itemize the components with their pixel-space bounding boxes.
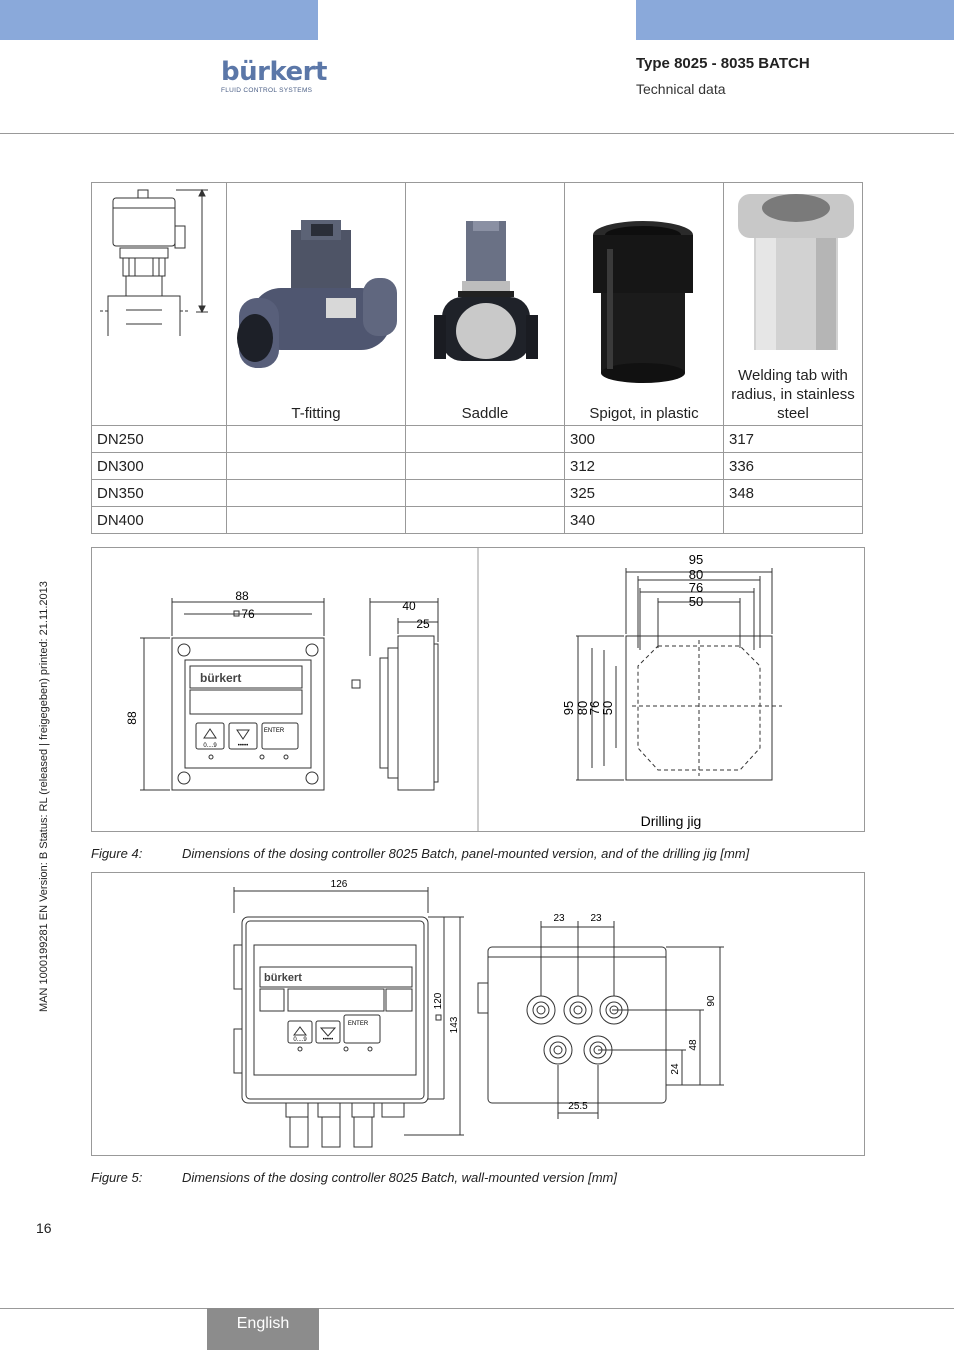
table-cell: DN400 (92, 507, 227, 534)
figure5-box (91, 872, 865, 1156)
t-fitting-photo (231, 218, 401, 388)
device-key-digits: 0....9 (203, 743, 217, 749)
table-cell: DN300 (92, 453, 227, 480)
device-key-digits: 0....9 (293, 1037, 307, 1043)
square-symbol-icon (436, 1015, 441, 1020)
table-row (92, 426, 863, 453)
fig5-dim-25-5: 25.5 (568, 1101, 588, 1112)
figure4-number: Figure 4: (91, 846, 143, 861)
doc-title: Type 8025 - 8035 BATCH (636, 55, 810, 72)
fig5-dim-gap1: 23 (553, 913, 565, 924)
table-cell (227, 426, 406, 453)
fig4-dim-inner: 76 (241, 607, 255, 621)
table-cell (227, 507, 406, 534)
figure5-number: Figure 5: (91, 1170, 143, 1185)
table-cell: DN250 (92, 426, 227, 453)
doc-section: Technical data (636, 81, 726, 97)
jig-h-76: 76 (688, 580, 704, 595)
col-welding-tab (724, 183, 863, 426)
table-cell (227, 453, 406, 480)
table-cell: 325 (565, 480, 724, 507)
table-cell: 340 (565, 507, 724, 534)
fig5-dim-24: 24 (670, 1063, 681, 1075)
logo-tagline: FLUID CONTROL SYSTEMS (221, 87, 313, 94)
table-cell: 348 (724, 480, 863, 507)
col-sensor-drawing (92, 183, 227, 426)
col-spigot (565, 183, 724, 426)
figure5-caption (91, 1170, 617, 1185)
jig-label: Drilling jig (640, 813, 702, 829)
spigot-photo (587, 219, 707, 394)
table-cell: 300 (565, 426, 724, 453)
table-row (92, 453, 863, 480)
col-t-fitting (227, 183, 406, 426)
fig5-dim-gap2: 23 (590, 913, 602, 924)
col-welding-tab-label: Welding tab with radius, in stainless steel (731, 367, 855, 422)
fig5-dim-90: 90 (706, 995, 717, 1007)
saddle-photo (428, 219, 558, 389)
fig5-dim-inner: 120 (433, 992, 444, 1010)
document-meta-vertical: MAN 1000199281 EN Version: B Status: RL (released | freigegeben) printed: 21.11.2013 (38, 581, 50, 1012)
device-brand: bürkert (264, 972, 302, 984)
table-row (92, 507, 863, 534)
jig-h-95: 95 (688, 552, 704, 567)
welding-tab-photo (734, 186, 858, 356)
table-cell: 336 (724, 453, 863, 480)
footer-divider (0, 1308, 954, 1309)
fig5-dim-width: 126 (330, 879, 348, 890)
table-cell: 317 (724, 426, 863, 453)
device-key-arrow: ••••• (237, 743, 249, 749)
col-saddle (406, 183, 565, 426)
jig-v-95: 95 (561, 700, 576, 716)
jig-v-50: 50 (600, 700, 615, 716)
device-key-enter: ENTER (347, 1021, 369, 1027)
burkert-logo (221, 57, 327, 94)
header-band-right (636, 0, 954, 40)
fig4-dim-width: 88 (235, 589, 249, 603)
col-saddle-label: Saddle (461, 405, 509, 422)
table-cell: DN350 (92, 480, 227, 507)
table-cell (406, 480, 565, 507)
table-row (92, 480, 863, 507)
figure4-drawing (92, 548, 864, 831)
fig4-dim-height: 88 (125, 711, 139, 725)
page-number: 16 (36, 1220, 52, 1236)
table-cell (406, 426, 565, 453)
device-brand: bürkert (200, 671, 242, 685)
jig-h-50: 50 (688, 594, 704, 609)
jig-v-80: 80 (575, 700, 590, 716)
figure5-drawing (92, 873, 864, 1155)
language-tab: English (207, 1308, 319, 1350)
table-cell (227, 480, 406, 507)
jig-v-76: 76 (587, 700, 602, 716)
figure4-caption (91, 846, 749, 861)
table-cell (724, 507, 863, 534)
header-band-left (0, 0, 318, 40)
figure5-text: Dimensions of the dosing controller 8025 Batch, wall-mounted version [mm] (182, 1170, 617, 1185)
sensor-drawing (96, 186, 220, 336)
figure4-text: Dimensions of the dosing controller 8025 Batch, panel-mounted version, and of the drilling jig [mm] (182, 846, 750, 861)
fig5-dim-height: 143 (449, 1016, 460, 1034)
table-cell (406, 507, 565, 534)
device-key-enter: ENTER (263, 728, 285, 734)
fittings-table (91, 182, 863, 534)
header-divider (0, 133, 954, 134)
fig5-dim-48: 48 (688, 1039, 699, 1051)
jig-h-80: 80 (688, 567, 704, 582)
fig4-dim-side-inner: 25 (416, 617, 430, 631)
device-key-arrow: ••••• (322, 1037, 334, 1043)
table-cell (406, 453, 565, 480)
col-t-fitting-label: T-fitting (291, 405, 341, 422)
fig4-dim-depth: 40 (402, 599, 416, 613)
table-header-row (92, 183, 863, 426)
col-spigot-label: Spigot, in plastic (589, 405, 699, 422)
figure4-box (91, 547, 865, 832)
logo-wordmark: bürkert (221, 57, 327, 87)
table-cell: 312 (565, 453, 724, 480)
